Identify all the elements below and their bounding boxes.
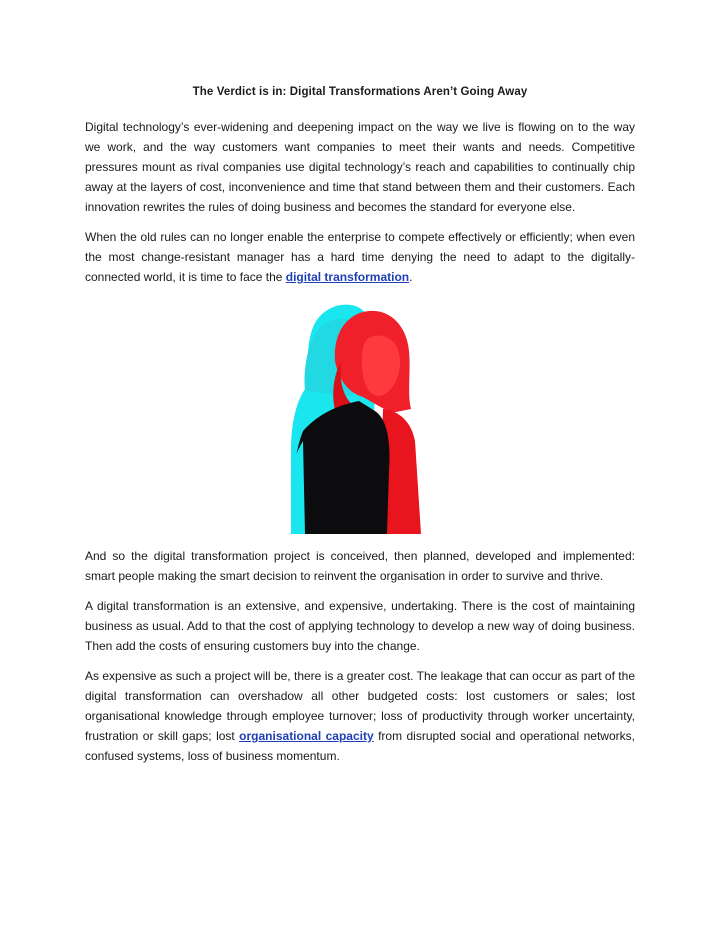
woman-duotone-illustration xyxy=(283,301,428,534)
document-page xyxy=(85,78,635,776)
paragraph-2-end: . xyxy=(409,270,413,284)
paragraph-2-text: When the old rules can no longer enable the enterprise to compete effectively or efficiently; when even the most change-resistant manager has a hard time denying the need to adapt to the digitally-connected world, it is time to face the xyxy=(85,230,635,284)
woman-duotone-image xyxy=(85,301,635,534)
paragraph-3: And so the digital transformation project is conceived, then planned, developed and implemented: smart people making the smart decision to reinvent the organisation in order to survive and thrive. xyxy=(85,549,635,583)
paragraph-5-end: from disrupted social and operational networks, confused systems, loss of business momentum. xyxy=(85,729,635,763)
paragraph-5-text: As expensive as such a project will be, there is a greater cost. The leakage that can occur as part of the digital transformation can overshadow all other budgeted costs: lost customers or sales; lost organisational knowledge through employee turnover; loss of productivity through worker uncertainty, frustration or skill gaps; lost xyxy=(85,669,635,743)
paragraph-1: Digital technology’s ever-widening and deepening impact on the way we live is flowing on to the way we work, and the way customers want companies to meet their wants and needs. Competitive pressures mount as rival companies use digital technology’s reach and capabilities to continually chip away at the layers of cost, inconvenience and time that stand between them and their customers. Each innovation rewrites the rules of doing business and becomes the standard for everyone else. xyxy=(85,120,635,214)
paragraph-4: A digital transformation is an extensive, and expensive, undertaking. There is the cost of maintaining business as usual. Add to that the cost of applying technology to develop a new way of doing business. Then add the costs of ensuring customers buy into the change. xyxy=(85,599,635,653)
paragraph-2 xyxy=(85,227,635,287)
paragraph-5 xyxy=(85,666,635,766)
organisational-capacity-link[interactable]: organisational capacity xyxy=(239,729,374,743)
document-title: The Verdict is in: Digital Transformations Aren’t Going Away xyxy=(192,86,528,98)
digital-transformation-link[interactable]: digital transformation xyxy=(285,270,410,284)
